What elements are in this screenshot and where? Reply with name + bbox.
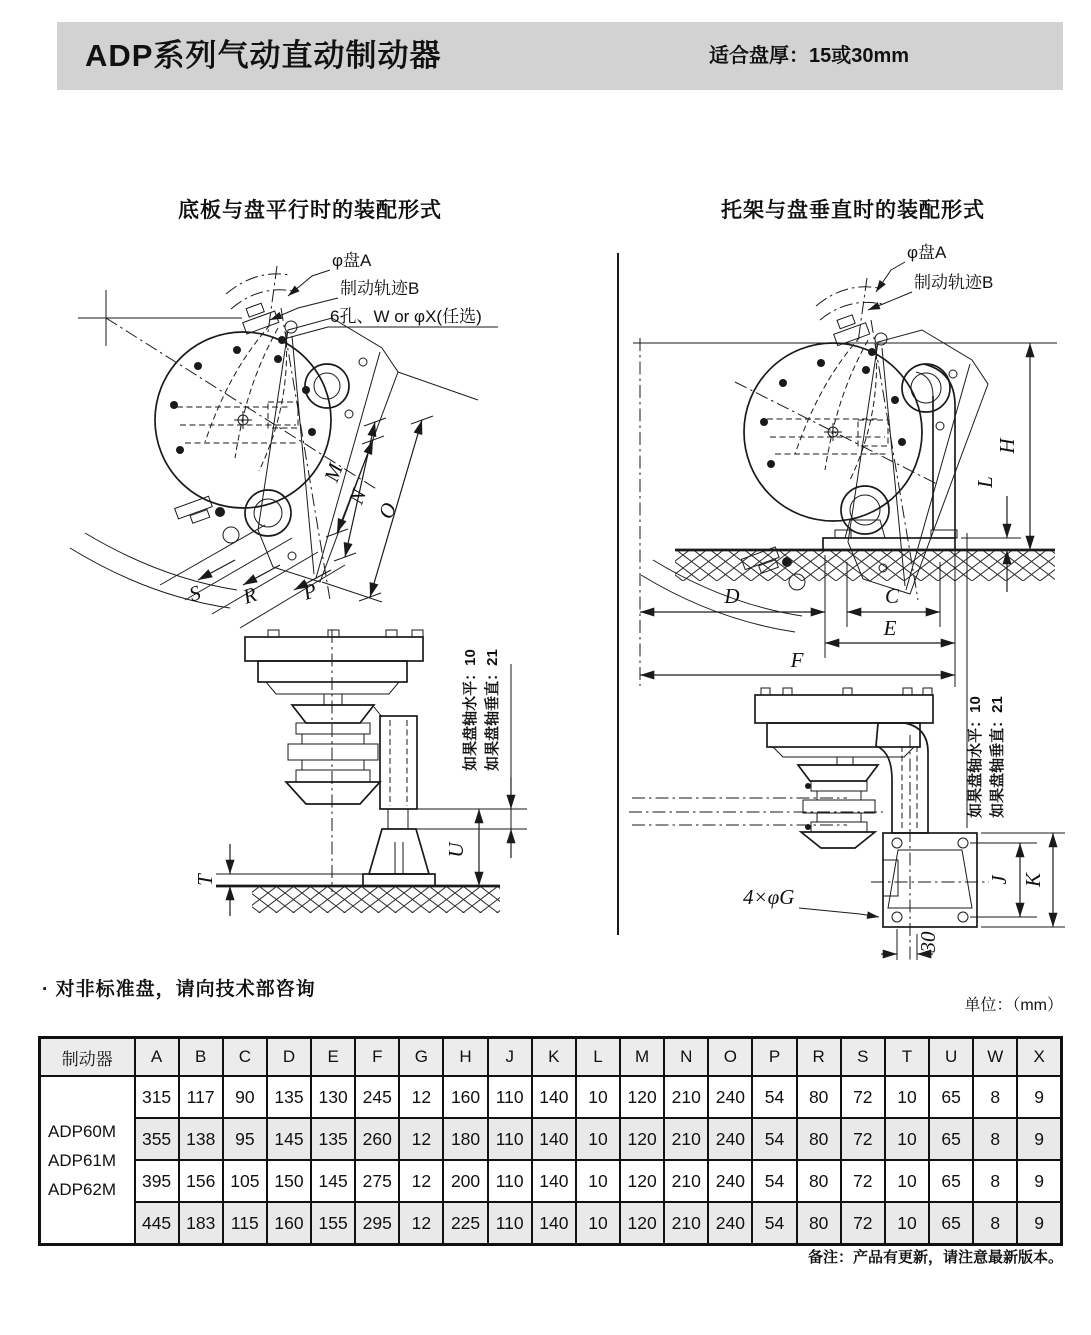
dim-cell: 117 (179, 1076, 223, 1118)
left-side-view (216, 630, 500, 913)
column-header-G: G (399, 1038, 443, 1077)
dim-cell: 180 (443, 1118, 487, 1160)
column-header-U: U (929, 1038, 973, 1077)
dim-cell: 183 (179, 1202, 223, 1245)
axis-gap-note (416, 649, 527, 858)
dimension-u (444, 809, 479, 886)
dim-cell: 110 (488, 1076, 532, 1118)
column-header-K: K (532, 1038, 576, 1077)
dim-cell: 315 (135, 1076, 179, 1118)
left-drawing-title: 底板与盘平行时的装配形式 (178, 199, 442, 222)
model-name: ADP61M (48, 1150, 117, 1170)
unit-label: 单位：（mm） (964, 997, 1063, 1014)
dim-cell: 65 (929, 1118, 973, 1160)
right-drawing-title: 托架与盘垂直时的装配形式 (721, 199, 985, 222)
dim-cell: 240 (708, 1202, 752, 1245)
column-header-C: C (223, 1038, 267, 1077)
dim-cell: 120 (620, 1076, 664, 1118)
dimension-mno (319, 372, 478, 602)
dim-label-u: U (444, 842, 468, 858)
column-header-D: D (267, 1038, 311, 1077)
column-header-W: W (973, 1038, 1017, 1077)
disc-thickness-spec: 适合盘厚：15或30mm (709, 45, 910, 67)
track-b-label: 制动轨迹B (340, 279, 420, 298)
dim-cell: 8 (973, 1076, 1017, 1118)
dim-cell: 8 (973, 1160, 1017, 1202)
dim-cell: 140 (532, 1160, 576, 1202)
dim-label-c: C (884, 584, 900, 608)
disc-a-leader-r (876, 262, 905, 292)
dim-cell: 65 (929, 1160, 973, 1202)
brake-disc-r (744, 343, 922, 521)
g-holes-callout (743, 885, 879, 917)
column-header-M: M (620, 1038, 664, 1077)
dim-cell: 210 (664, 1118, 708, 1160)
dim-cell: 9 (1017, 1160, 1061, 1202)
dim-label-j: J (987, 875, 1011, 885)
lower-pad-clamp (175, 496, 239, 543)
page-title: ADP系列气动直动制动器 (85, 38, 442, 73)
dim-cell: 8 (973, 1202, 1017, 1245)
table-header-row (40, 1038, 1062, 1077)
column-header-F: F (355, 1038, 399, 1077)
dim-cell: 9 (1017, 1202, 1061, 1245)
footer-note: 备注：产品有更新，请注意最新版本。 (807, 1249, 1063, 1266)
dim-cell: 140 (532, 1118, 576, 1160)
track-b-label-r: 制动轨迹B (914, 273, 994, 292)
dim-cell: 200 (443, 1160, 487, 1202)
dim-label-e: E (883, 616, 897, 640)
dim-label-h: H (995, 438, 1019, 454)
table-body (40, 1076, 1062, 1245)
dim-cell: 240 (708, 1118, 752, 1160)
dim-cell: 10 (885, 1076, 929, 1118)
model-list-cell (40, 1076, 135, 1245)
mounting-bracket (675, 364, 1055, 581)
table-row (40, 1076, 1062, 1118)
header-bar (57, 22, 1063, 90)
dim-cell: 105 (223, 1160, 267, 1202)
dim-cell: 138 (179, 1118, 223, 1160)
dim-cell: 12 (399, 1160, 443, 1202)
sweep-arc-2-r (641, 575, 795, 632)
column-header-L: L (576, 1038, 620, 1077)
right-side-view (629, 688, 989, 960)
upper-pad-clamp-r (830, 311, 887, 356)
dim-cell: 90 (223, 1076, 267, 1118)
dim-label-d: D (724, 584, 740, 608)
dim-cell: 155 (311, 1202, 355, 1245)
dim-cell: 10 (576, 1202, 620, 1245)
dim-cell: 54 (752, 1076, 796, 1118)
sweep-arc-2 (70, 548, 230, 608)
dim-cell: 10 (885, 1160, 929, 1202)
note-axis-vertical: 如果盘轴垂直：21 (484, 649, 501, 771)
datum-crosshair (78, 290, 242, 346)
dim-label-30: 30 (916, 931, 940, 953)
dim-cell: 110 (488, 1160, 532, 1202)
dim-cell: 160 (267, 1202, 311, 1245)
column-header-O: O (708, 1038, 752, 1077)
dim-label-r: R (240, 581, 260, 609)
dim-cell: 120 (620, 1160, 664, 1202)
dim-cell: 65 (929, 1076, 973, 1118)
dim-cell: 135 (311, 1118, 355, 1160)
dim-cell: 150 (267, 1160, 311, 1202)
dim-cell: 210 (664, 1076, 708, 1118)
disc-a-label-r: φ盘A (907, 243, 947, 262)
dimension-srp (160, 525, 345, 628)
dim-cell: 12 (399, 1076, 443, 1118)
dim-cell: 80 (797, 1202, 841, 1245)
column-header-X: X (1017, 1038, 1061, 1077)
dim-label-n: N (343, 485, 372, 508)
dim-cell: 130 (311, 1076, 355, 1118)
dim-label-s: S (186, 580, 204, 607)
column-header-P: P (752, 1038, 796, 1077)
dim-cell: 140 (532, 1202, 576, 1245)
dim-cell: 54 (752, 1202, 796, 1245)
column-header-N: N (664, 1038, 708, 1077)
dim-cell: 8 (973, 1118, 1017, 1160)
dim-cell: 160 (443, 1076, 487, 1118)
dim-cell: 240 (708, 1076, 752, 1118)
dim-cell: 260 (355, 1118, 399, 1160)
dim-cell: 72 (841, 1202, 885, 1245)
dim-cell: 210 (664, 1160, 708, 1202)
dim-cell: 10 (885, 1202, 929, 1245)
brake-disc (155, 332, 331, 508)
dim-cell: 12 (399, 1118, 443, 1160)
disc-diagonal-centerline (735, 382, 937, 484)
dim-cell: 240 (708, 1160, 752, 1202)
dim-label-p: P (300, 577, 320, 605)
track-reference-line-r (858, 278, 867, 342)
disc-centerline (106, 318, 378, 490)
left-assembly-drawing (30, 230, 615, 960)
dim-cell: 80 (797, 1076, 841, 1118)
dim-cell: 10 (576, 1160, 620, 1202)
dim-cell: 12 (399, 1202, 443, 1245)
dim-cell: 72 (841, 1118, 885, 1160)
dim-label-f: F (790, 648, 804, 672)
right-assembly-drawing (615, 230, 1091, 960)
caliper-assembly (245, 318, 398, 582)
dim-label-m: M (319, 460, 348, 485)
column-header-J: J (488, 1038, 532, 1077)
dim-label-k: K (1021, 872, 1045, 888)
dim-cell: 145 (267, 1118, 311, 1160)
track-b-leader-r (868, 292, 912, 310)
dim-cell: 9 (1017, 1118, 1061, 1160)
dim-cell: 295 (355, 1202, 399, 1245)
holes-label: 6孔、W or φX(任选) (330, 307, 482, 326)
dim-cell: 65 (929, 1202, 973, 1245)
disc-rim-arc-r (816, 287, 878, 306)
note-axis-horizontal: 如果盘轴水平：10 (462, 649, 479, 771)
dim-cell: 72 (841, 1160, 885, 1202)
dim-cell: 54 (752, 1160, 796, 1202)
dim-cell: 9 (1017, 1076, 1061, 1118)
dim-cell: 110 (488, 1202, 532, 1245)
column-header-S: S (841, 1038, 885, 1077)
dimension-table (38, 1036, 1063, 1246)
dim-cell: 225 (443, 1202, 487, 1245)
dim-cell: 80 (797, 1160, 841, 1202)
column-header-A: A (135, 1038, 179, 1077)
disc-a-label: φ盘A (332, 251, 372, 270)
column-header-R: R (797, 1038, 841, 1077)
column-header-T: T (885, 1038, 929, 1077)
track-reference-line (268, 266, 277, 332)
dim-label-l: L (973, 476, 997, 488)
table-head (40, 1038, 1062, 1077)
dim-cell: 156 (179, 1160, 223, 1202)
dim-cell: 115 (223, 1202, 267, 1245)
brake-track-arc-r (820, 302, 882, 320)
dim-cell: 395 (135, 1160, 179, 1202)
track-b-leader (270, 298, 338, 320)
dim-cell: 10 (885, 1118, 929, 1160)
column-header-H: H (443, 1038, 487, 1077)
dim-cell: 245 (355, 1076, 399, 1118)
model-name: ADP60M (48, 1121, 117, 1141)
dim-cell: 72 (841, 1076, 885, 1118)
note-axis-horizontal-r: 如果盘轴水平：10 (967, 696, 984, 818)
hidden-arm-outline-r (767, 337, 888, 482)
dim-cell: 120 (620, 1118, 664, 1160)
dim-cell: 95 (223, 1118, 267, 1160)
dim-cell: 445 (135, 1202, 179, 1245)
table-row (40, 1202, 1062, 1245)
dim-cell: 210 (664, 1202, 708, 1245)
dim-cell: 110 (488, 1118, 532, 1160)
disc-rim-arc (226, 274, 289, 294)
dim-label-o: O (373, 499, 402, 522)
sweep-arc-1 (85, 533, 237, 590)
dim-cell: 275 (355, 1160, 399, 1202)
column-header-B: B (179, 1038, 223, 1077)
dim-cell: 10 (576, 1118, 620, 1160)
dim-cell: 135 (267, 1076, 311, 1118)
column-header-E: E (311, 1038, 355, 1077)
dim-cell: 140 (532, 1076, 576, 1118)
dim-cell: 355 (135, 1118, 179, 1160)
dim-cell: 10 (576, 1076, 620, 1118)
table-row (40, 1118, 1062, 1160)
dim-cell: 54 (752, 1118, 796, 1160)
dim-cell: 80 (797, 1118, 841, 1160)
nonstandard-note: · 对非标准盘，请向技术部咨询 (42, 979, 316, 1000)
dim-cell: 145 (311, 1160, 355, 1202)
model-name: ADP62M (48, 1179, 117, 1199)
dimension-h (995, 343, 1030, 550)
table-corner-header: 制动器 (40, 1038, 135, 1077)
dim-cell: 120 (620, 1202, 664, 1245)
table-row (40, 1160, 1062, 1202)
disc-a-leader (288, 270, 330, 296)
dim-label-t: T (193, 874, 217, 886)
g-holes-label: 4×φG (743, 885, 795, 909)
note-axis-vertical-r: 如果盘轴垂直：21 (989, 696, 1006, 818)
